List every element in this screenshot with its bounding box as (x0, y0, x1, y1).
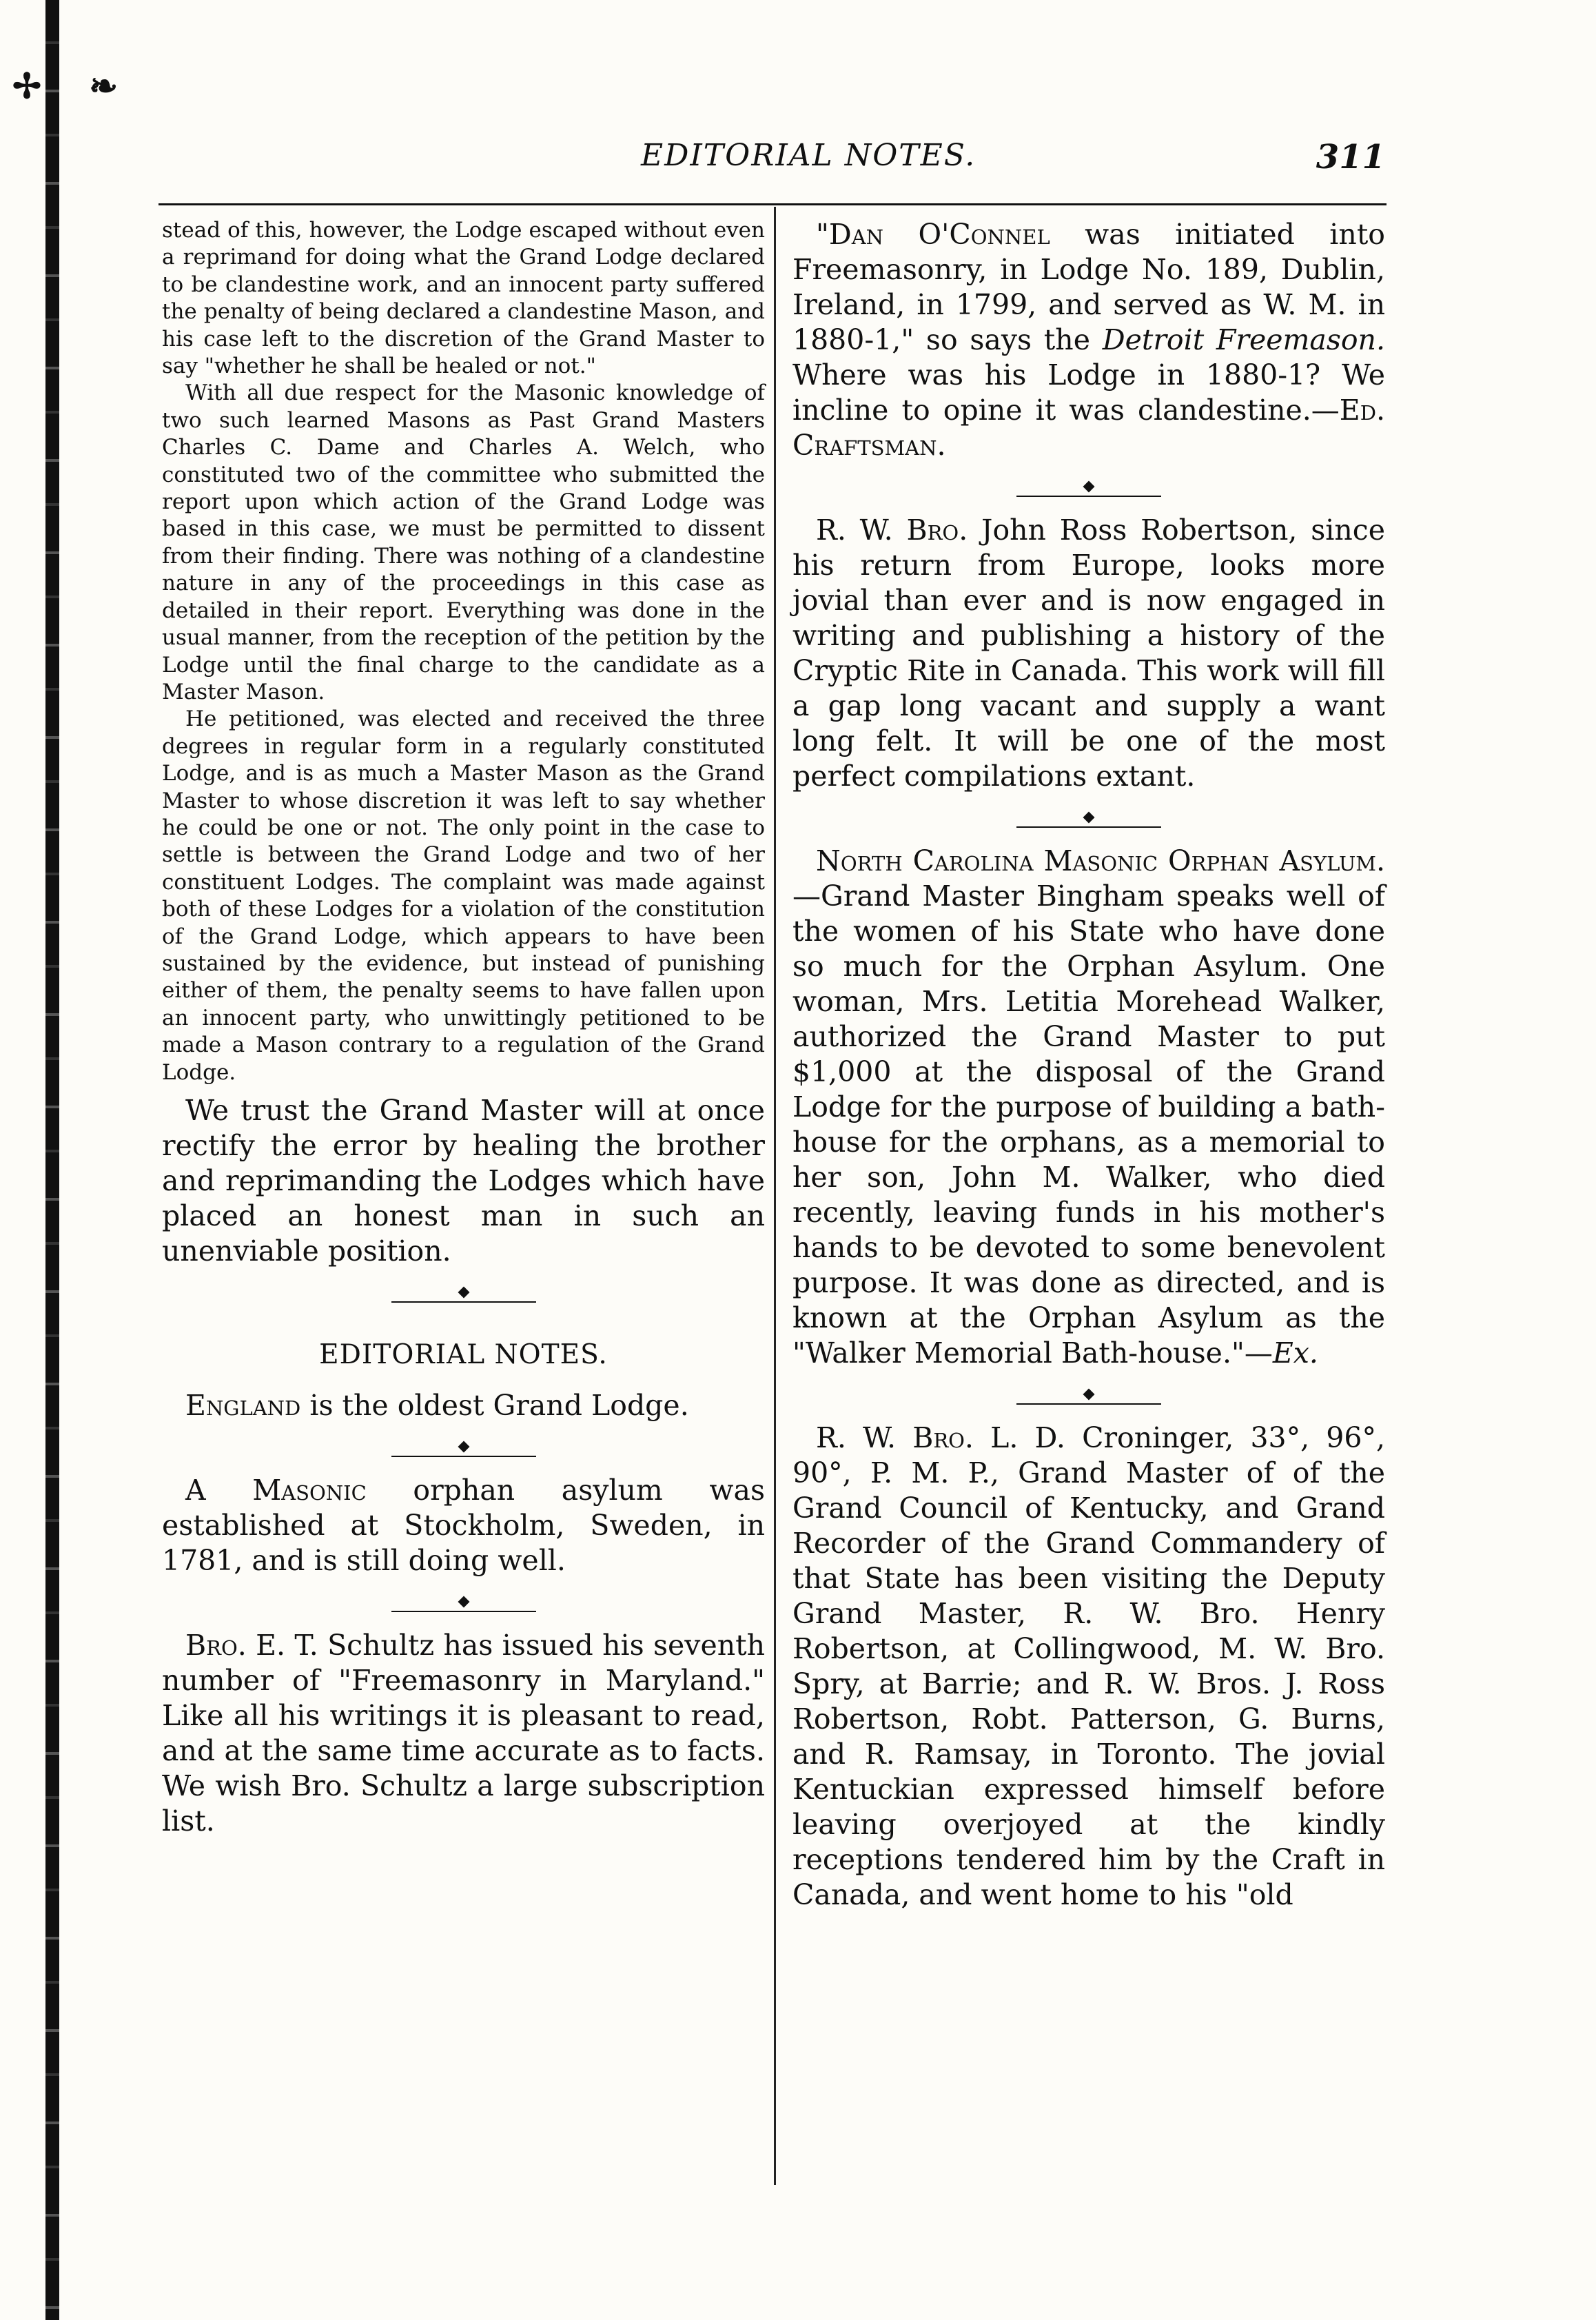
note (792, 217, 1385, 463)
note-lead: England (185, 1389, 301, 1422)
note (162, 1388, 765, 1423)
book-binding-edge (45, 0, 59, 2320)
source-abbrev: Ex. (1272, 1336, 1318, 1370)
separator (792, 463, 1385, 513)
note (792, 844, 1385, 1371)
note-lead: R. W. Bro. (816, 1421, 974, 1454)
note-text: L. D. Croninger, 33°, 96°, 90°, P. M. P., Grand Master of of the Grand Council of Kentucky, and Grand Recorder of the Grand Commandery of that State has been visiting the Deputy Grand Master, R. W. Bro. Henry Robertson, at Collingwood, M. W. Bro. Spry, at Barrie; and R. W. Bros. J. Ross Robertson, Robt. Patterson, G. Burns, and R. Ramsay, in Toronto. The jovial Kentuckian expressed himself before leaving overjoyed at the kindly receptions tendered him by the Craft in Canada, and went home to his "old (792, 1421, 1385, 1911)
page-number: 311 (1316, 138, 1385, 176)
section-heading: EDITORIAL NOTES. (319, 1339, 608, 1370)
separator (792, 794, 1385, 844)
note-text: is the oldest Grand Lodge. (300, 1389, 689, 1422)
note (792, 513, 1385, 794)
running-title: EDITORIAL NOTES. (641, 138, 976, 173)
note-lead: A Masonic (185, 1474, 367, 1507)
separator (792, 1371, 1385, 1421)
paragraph: We trust the Grand Master will at once rectify the error by healing the brother and reprimanding the Lodges which have placed an honest man in such an unenviable position. (162, 1094, 765, 1268)
note-text: orphan asylum was established at Stockholm, Sweden, in 1781, and is still doing well. (162, 1474, 765, 1577)
note (792, 1421, 1385, 1913)
note-lead: North Carolina Masonic Orphan Asylum. (816, 844, 1385, 877)
note-text: John Ross Robertson, since his return from Europe, looks more jovial than ever and is now engaged in writing and publishing a history of the Cryptic Rite in Canada. This work will fill a gap long vacant and supply a want long felt. It will be one of the most perfect compilations extant. (792, 513, 1385, 793)
separator (162, 1423, 765, 1473)
note-text: —Grand Master Bingham speaks well of the women of his State who have done so much for the Orphan Asylum. One woman, Mrs. Letitia Morehead Walker, authorized the Grand Master to put $1,000 at the disposal of the Grand Lodge for the purpose of building a bath-house for the orphans, as a memorial to her son, John M. Walker, who died recently, leaving funds in his mother's hands to be devoted to some benevolent purpose. It was done as directed, and is known at the Orphan Asylum as the "Walker Memorial Bath-house."— (792, 879, 1385, 1370)
paragraph: stead of this, however, the Lodge escaped without even a reprimand for doing what the Grand Lodge declared to be clandestine work, and an innocent party suffered the penalty of being declared a clandestine Mason, and his case left to the discretion of the Grand Master to say "whether he shall be healed or not." (162, 218, 765, 379)
section-separator (162, 1269, 765, 1319)
note (162, 1628, 765, 1839)
note-lead: Bro. (185, 1629, 247, 1662)
page-header (158, 138, 1385, 186)
column-divider (774, 207, 776, 2185)
separator (162, 1578, 765, 1628)
note-text: Where was his Lodge in 1880-1? We incline to opine it was clandestine.— (792, 358, 1385, 427)
note-text: E. T. Schultz has issued his seventh number of "Freemasonry in Maryland." Like all his writings it is pleasant to read, and at the same time accurate as to facts. We wish Bro. Schultz a large subscription list. (162, 1629, 765, 1838)
right-column (792, 217, 1385, 1913)
paragraph: He petitioned, was elected and received the three degrees in regular form in a regularly constituted Lodge, and is as much a Master Mason as the Grand Master to whose discretion it was left to say whether he could be one or not. The only point in the case to settle is between the Grand Lodge and two of her constituent Lodges. The complaint was made against both of these Lodges for a violation of the constitution of the Grand Lodge, which appears to have been sustained by the evidence, but instead of punishing either of them, the penalty seems to have fallen upon an innocent party, who unwittingly petitioned to be made a Mason contrary to a regulation of the Grand Lodge. (162, 706, 765, 1085)
paragraph: With all due respect for the Masonic knowledge of two such learned Masons as Past Grand Masters Charles C. Dame and Charles A. Welch, who constituted two of the committee who submitted the report upon which action of the Grand Lodge was based in this case, we must be permitted to dissent from their finding. There was nothing of a clandestine nature in any of the proceedings in this case as detailed in their report. Everything was done in the usual manner, from the reception of the petition by the Lodge until the final charge to the candidate as a Master Mason. (162, 380, 765, 704)
note-lead: "Dan O'Connel (816, 218, 1050, 251)
note-text: was initiated into Freemasonry, in Lodge No. 189, Dublin, Ireland, in 1799, and served as W. M. in 1880-1," so says the (792, 218, 1385, 356)
signature: Ed. Craftsman. (792, 394, 1385, 462)
header-rule (158, 203, 1387, 205)
publication-name: Detroit Freemason. (1102, 323, 1385, 356)
note (162, 1473, 765, 1578)
left-column (162, 217, 765, 1839)
note-lead: R. W. Bro. (816, 513, 968, 547)
binding-ornament: ✢ ❧ (12, 65, 136, 106)
